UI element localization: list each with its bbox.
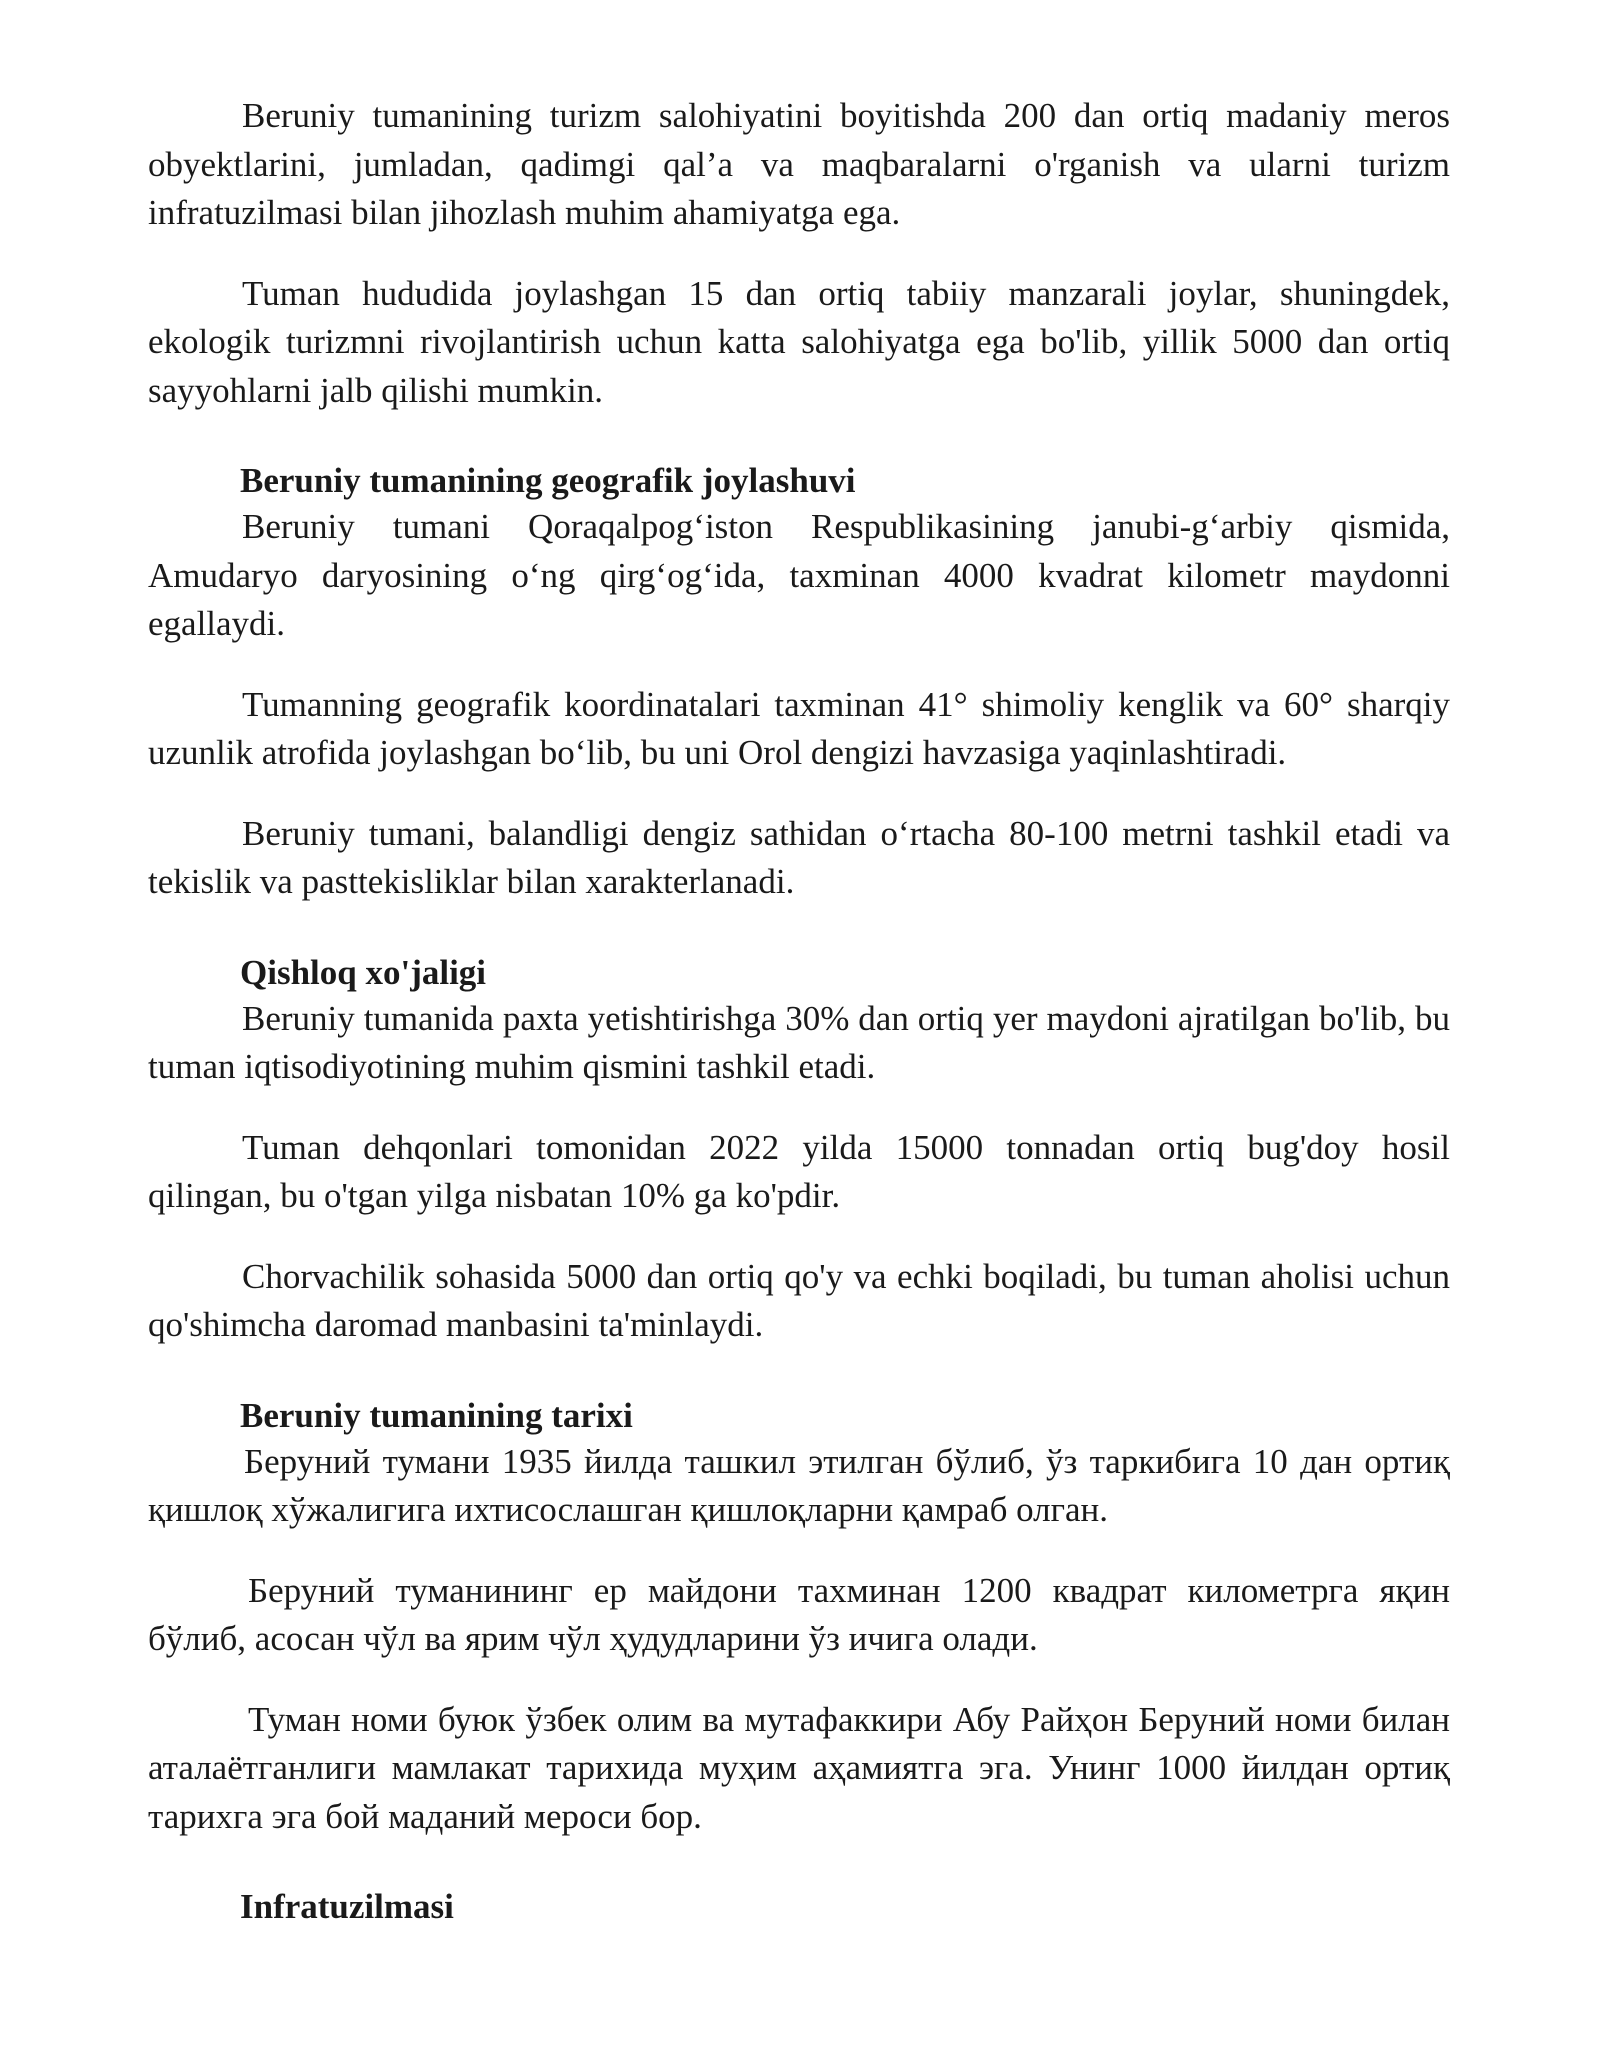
heading-geographic-location: Beruniy tumanining geografik joylashuvi <box>240 461 856 500</box>
paragraph-history-name: Туман номи буюк ўзбек олим ва мутафаккири Абу Райҳон Беруний номи билан аталаётганлиги мамлакат тарихида муҳим аҳамиятга эга. Унинг 1000 йилдан ортиқ тарихга эга бой маданий мероси бор. <box>148 1699 1450 1836</box>
paragraph-tourism-heritage: Beruniy tumanining turizm salohiyatini boyitishda 200 dan ortiq madaniy meros obyektlarini, jumladan, qadimgi qal’a va maqbaralarni o'rganish va ularni turizm infratuzilmasi bilan jihozlash muhim ahamiyatga ega. <box>148 96 1450 232</box>
document-body <box>148 92 1450 1929</box>
paragraph-livestock: Chorvachilik sohasida 5000 dan ortiq qo'y va echki boqiladi, bu tuman aholisi uchun qo'shimcha daromad manbasini ta'minlaydi. <box>148 1256 1450 1344</box>
paragraph-elevation: Beruniy tumani, balandligi dengiz sathidan o‘rtacha 80-100 metrni tashkil etadi va tekislik va pasttekisliklar bilan xarakterlanadi. <box>148 813 1450 901</box>
heading-agriculture: Qishloq xo'jaligi <box>240 952 487 992</box>
paragraph-cotton: Beruniy tumanida paxta yetishtirishga 30% dan ortiq yer maydoni ajratilgan bo'lib, bu tuman iqtisodiyotining muhim qismini tashkil etadi. <box>148 998 1450 1086</box>
paragraph-natural-sites: Tuman hududida joylashgan 15 dan ortiq tabiiy manzarali joylar, shuningdek, ekologik turizmni rivojlantirish uchun katta salohiyatga ega bo'lib, yillik 5000 dan ortiq sayyohlarni jalb qilishi mumkin. <box>148 273 1450 410</box>
paragraph-history-founding: Беруний тумани 1935 йилда ташкил этилган бўлиб, ўз таркибига 10 дан ортиқ қишлоқ хўжалигига ихтисослашган қишлоқларни қамраб олган. <box>148 1441 1450 1529</box>
heading-history: Beruniy tumanining tarixi <box>240 1395 633 1435</box>
paragraph-wheat: Tuman dehqonlari tomonidan 2022 yilda 15000 tonnadan ortiq bug'doy hosil qilingan, bu o'tgan yilga nisbatan 10% ga ko'pdir. <box>148 1127 1450 1215</box>
paragraph-history-area: Беруний туманининг ер майдони тахминан 1200 квадрат километрга яқин бўлиб, асосан чўл ва ярим чўл ҳудудларини ўз ичига олади. <box>148 1570 1450 1658</box>
heading-infrastructure: Infratuzilmasi <box>240 1887 454 1926</box>
paragraph-coordinates: Tumanning geografik koordinatalari taxminan 41° shimoliy kenglik va 60° sharqiy uzunlik atrofida joylashgan bo‘lib, bu uni Orol dengizi havzasiga yaqinlashtiradi. <box>148 684 1450 772</box>
paragraph-location-area: Beruniy tumani Qoraqalpog‘iston Respublikasining janubi-g‘arbiy qismida, Amudaryo daryosining o‘ng qirg‘og‘ida, taxminan 4000 kvadrat kilometr maydonni egallaydi. <box>148 507 1450 643</box>
